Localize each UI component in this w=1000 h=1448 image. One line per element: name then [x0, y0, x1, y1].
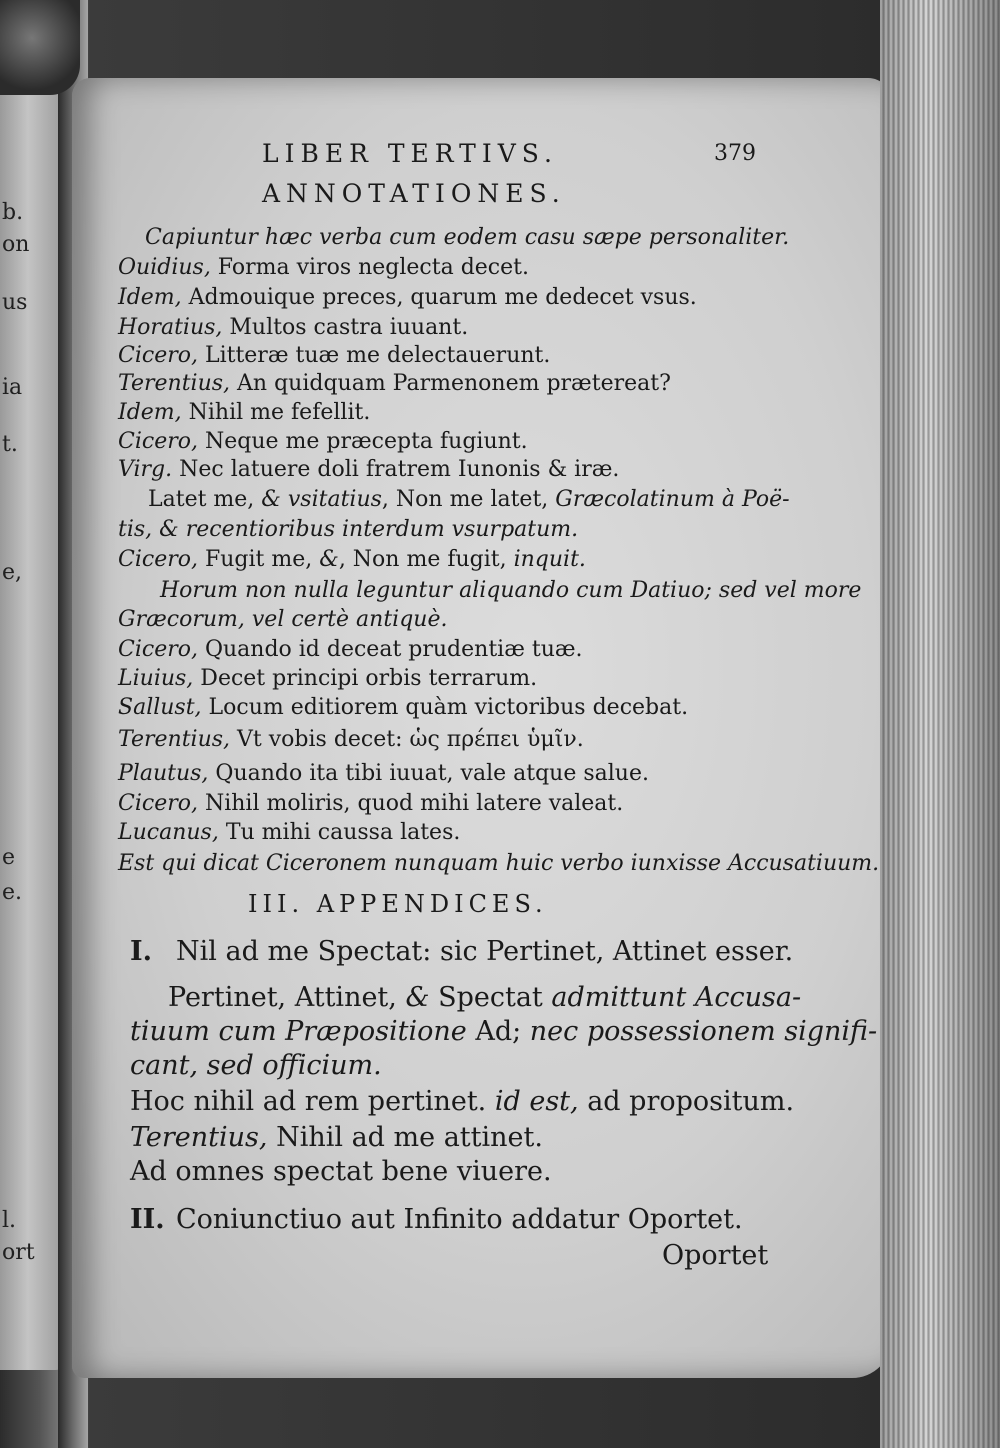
quote: Admouique preces, quarum me dedecet vsus. [181, 285, 697, 310]
expl-line-2: tiuum cum Præpositione Ad; nec possessionem signifi- [130, 1016, 878, 1047]
example-line [118, 314, 468, 342]
fugit-line: Cicero, Fugit me, &, Non me fugit, inquit. [118, 547, 586, 572]
example-line: Plautus, Quando ita tibi iuuat, vale atque salue. [118, 761, 649, 786]
example-line [118, 284, 697, 312]
rule-text: Nil ad me Spectat: sic Pertinet, Attinet esser. [176, 936, 794, 967]
left-fragment: us [2, 290, 28, 315]
author: Terentius, [118, 371, 231, 396]
author: Virg. [118, 457, 173, 482]
example-line: Cicero, Nihil moliris, quod mihi latere valeat. [118, 791, 624, 816]
example-line [118, 428, 528, 456]
left-fragment: e, [2, 560, 23, 585]
quote: Nec latuere doli fratrem Iunonis & iræ. [172, 457, 620, 482]
example-line: Sallust, Locum editiorem quàm victoribus decebat. [118, 695, 689, 720]
quote: Neque me præcepta fugiunt. [197, 429, 528, 454]
left-fragment: l. [2, 1208, 17, 1233]
example-line [118, 254, 529, 282]
section-title: ANNOTATIONES. [262, 179, 566, 208]
rule-2 [130, 1204, 743, 1236]
latet-line: Latet me, & vsitatius, Non me latet, Græcolatinum à Poë- [148, 487, 790, 512]
quote: An quidquam Parmenonem prætereat? [230, 371, 671, 396]
omnes-line: Ad omnes spectat bene viuere. [130, 1156, 552, 1187]
dativo-line: Horum non nulla leguntur aliquando cum Datiuo; sed vel more [160, 578, 862, 603]
expl-line-3: cant, sed officium. [130, 1050, 382, 1081]
example-line: Cicero, Quando id deceat prudentiæ tuæ. [118, 637, 583, 662]
example-line [118, 342, 550, 370]
example-line: Lucanus, Tu mihi caussa lates. [118, 820, 461, 845]
rule-number: II. [130, 1204, 165, 1235]
dativo-line-2: Græcorum, vel certè antiquè. [118, 607, 448, 632]
intro-line: Capiuntur hæc verba cum eodem casu sæpe personaliter. [145, 225, 790, 250]
left-fragment: on [2, 232, 30, 257]
latet-line-2: tis, & recentioribus interdum vsurpatum. [118, 517, 579, 542]
left-fragment: e. [2, 880, 23, 905]
author: Cicero, [118, 343, 198, 368]
example-line [118, 370, 671, 398]
left-fragment: e [2, 845, 16, 870]
author: Idem, [118, 285, 182, 310]
left-fragment: ort [2, 1240, 35, 1265]
example-line: Liuius, Decet principi orbis terrarum. [118, 666, 538, 691]
example-line: Terentius, Vt vobis decet: ὡς πρέπει ὑμῖν. [118, 727, 584, 752]
quote: Litteræ tuæ me delectauerunt. [197, 343, 551, 368]
left-fragment: ia [2, 375, 23, 400]
example-line [118, 456, 619, 484]
left-fragment: t. [2, 432, 18, 457]
author: Ouidius, [118, 255, 211, 280]
author: Horatius, [118, 315, 223, 340]
running-head: LIBER TERTIVS. [262, 139, 558, 168]
terentius-line: Terentius, Nihil ad me attinet. [130, 1122, 543, 1153]
closing-line: Est qui dicat Ciceronem nunquam huic verbo iunxisse Accusatiuum. [118, 851, 880, 876]
catchword: Oportet [662, 1240, 769, 1271]
appendices-title: III. APPENDICES. [248, 890, 548, 918]
hoc-line: Hoc nihil ad rem pertinet. id est, ad propositum. [130, 1086, 795, 1117]
author: Cicero, [118, 429, 198, 454]
page-number: 379 [714, 141, 756, 166]
quote: Multos castra iuuant. [222, 315, 469, 340]
example-line [118, 399, 370, 427]
author: Idem, [118, 400, 182, 425]
rule-text: Coniunctiuo aut Infinito addatur Oportet. [176, 1204, 743, 1235]
quote: Forma viros neglecta decet. [210, 255, 529, 280]
rule-1 [130, 936, 793, 968]
expl-line: Pertinet, Attinet, & Spectat admittunt Accusa- [168, 982, 802, 1013]
quote: Nihil me fefellit. [181, 400, 371, 425]
left-fragment: b. [2, 200, 24, 225]
rule-number: I. [130, 936, 153, 967]
